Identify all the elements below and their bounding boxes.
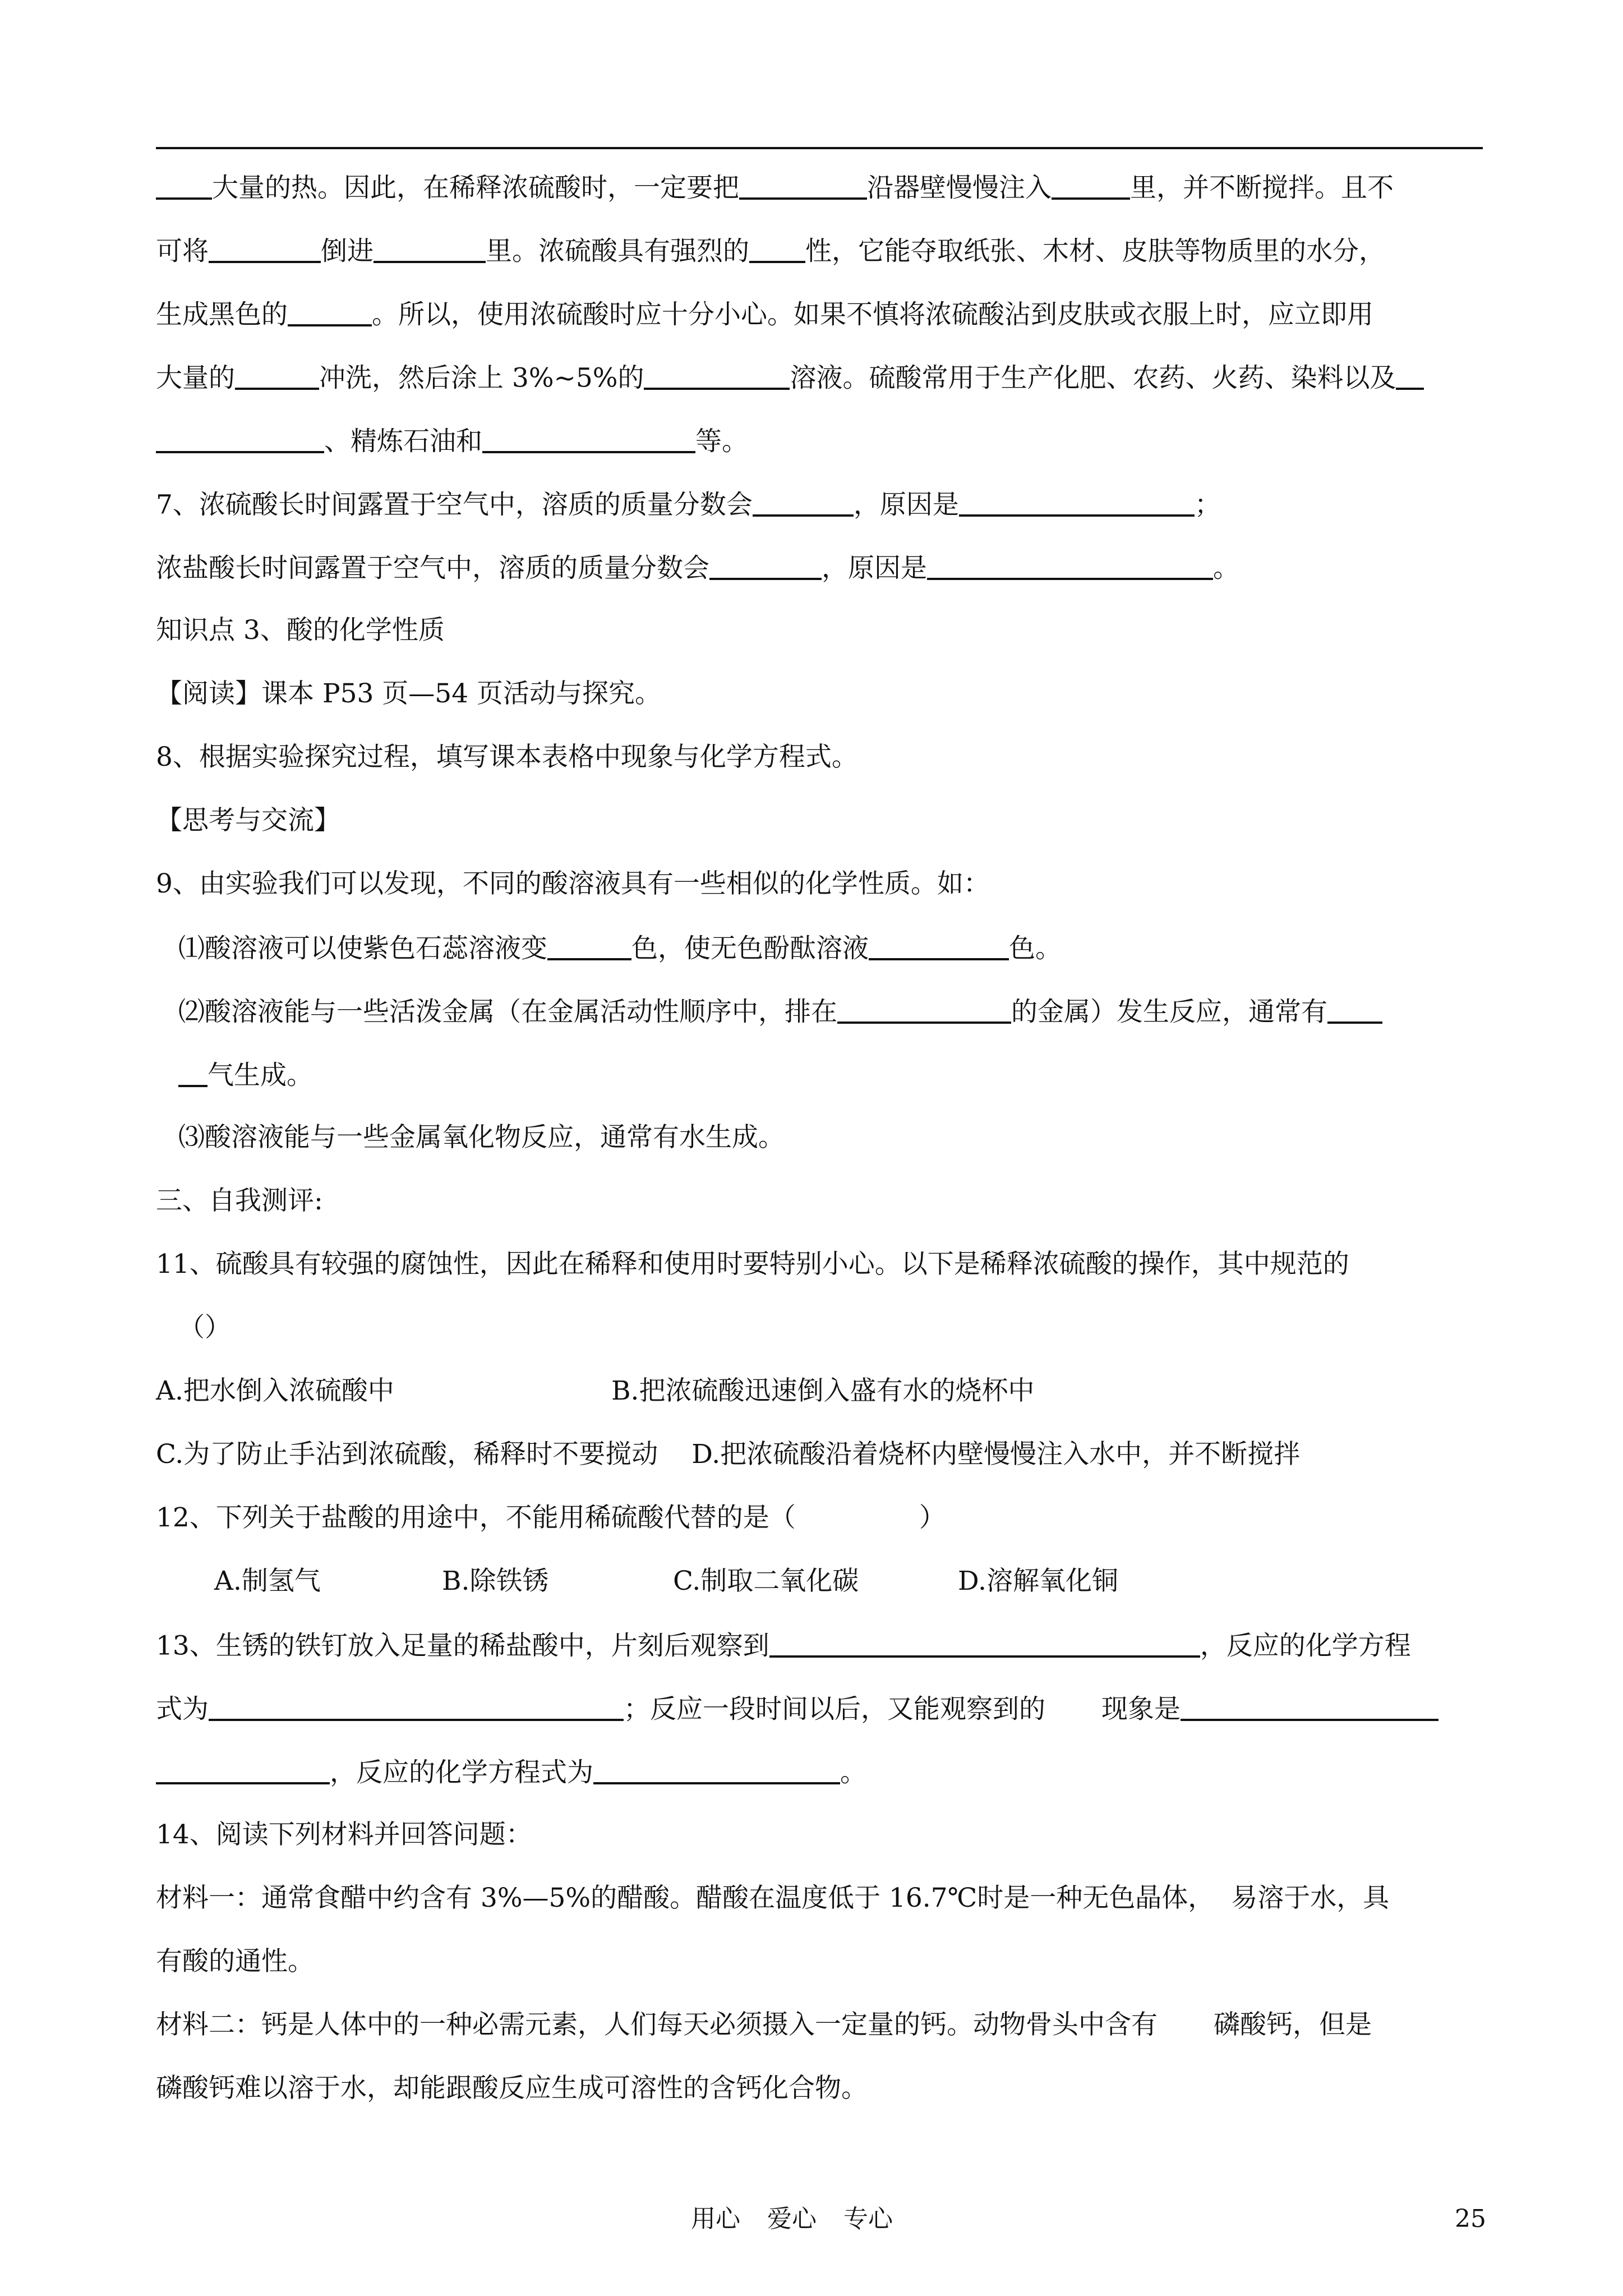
text-segment: 大量的 — [156, 362, 235, 394]
answer-blank — [374, 234, 486, 263]
text-segment: ； — [1194, 489, 1221, 521]
answer-bracket: （） — [178, 1312, 231, 1343]
text-segment: 浓盐酸长时间露置于空气中，溶质的质量分数会 — [156, 553, 709, 584]
text-line — [156, 298, 1373, 331]
text-segment: 。 — [840, 1757, 866, 1788]
page-number: 25 — [1455, 2205, 1486, 2233]
answer-blank — [209, 1692, 624, 1721]
text-segment: 大量的热。因此，在稀释浓硫酸时，一定要把 — [212, 172, 739, 204]
answer-blank — [769, 1629, 1200, 1658]
answer-blank — [749, 234, 805, 263]
answer-blank — [927, 551, 1213, 580]
answer-blank — [709, 551, 822, 580]
text-segment: 冲洗，然后涂上 3%~5%的 — [319, 362, 644, 394]
question-13-cont — [156, 1756, 866, 1789]
answer-blank — [753, 488, 854, 517]
text-segment: 倒进 — [321, 236, 374, 267]
answer-blank — [156, 425, 324, 453]
text-segment: 现象是 — [1101, 1694, 1181, 1725]
question-9-item-1 — [178, 932, 1062, 965]
material-1-cont: 有酸的通性。 — [156, 1946, 314, 1977]
text-segment: 等。 — [695, 426, 748, 457]
option-b: B.把浓硫酸迅速倒入盛有水的烧杯中 — [611, 1375, 1035, 1406]
section-heading: 三、自我测评: — [156, 1185, 323, 1216]
footer-slogan-1: 用心 — [691, 2205, 740, 2233]
question-9-item-2 — [178, 995, 1382, 1028]
option-a: A.制氢气 — [214, 1566, 321, 1596]
answer-blank — [178, 1059, 208, 1087]
question-9-item-2-cont — [178, 1059, 313, 1092]
text-segment: 7、浓硫酸长时间露置于空气中，溶质的质量分数会 — [156, 489, 753, 521]
text-segment: ，反应的化学方程式为 — [330, 1757, 593, 1788]
text-segment: 性，它能夺取纸张、木材、皮肤等物质里的水分， — [805, 236, 1385, 267]
header-rule — [156, 147, 1483, 149]
answer-blank — [156, 1756, 330, 1784]
option-d: D.把浓硫酸沿着烧杯内壁慢慢注入水中，并不断搅拌 — [691, 1439, 1301, 1470]
answer-blank — [644, 361, 790, 390]
footer-slogan-2: 爱心 — [767, 2205, 817, 2233]
text-segment: 12、下列关于盐酸的用途中，不能用稀硫酸代替的是（ — [156, 1502, 796, 1533]
text-segment: 式为 — [156, 1694, 209, 1725]
answer-blank — [482, 425, 695, 453]
answer-blank — [1181, 1692, 1438, 1721]
option-c: C.为了防止手沾到浓硫酸，稀释时不要搅动 — [156, 1439, 658, 1470]
text-segment: ，反应的化学方程 — [1200, 1630, 1411, 1662]
text-segment: 可将 — [156, 236, 209, 267]
text-segment: 色，使无色酚酞溶液 — [631, 933, 869, 964]
text-line — [156, 171, 1394, 204]
answer-blank — [739, 171, 867, 200]
option-b: B.除铁锈 — [442, 1566, 549, 1596]
answer-blank — [869, 932, 1009, 960]
question-9-item-3: ⑶酸溶液能与一些金属氧化物反应，通常有水生成。 — [178, 1122, 785, 1153]
text-segment: ；反应一段时间以后，又能观察到的 — [624, 1694, 1045, 1725]
answer-blank — [209, 234, 321, 263]
text-line — [156, 234, 1385, 268]
text-segment: 的金属）发生反应，通常有 — [1011, 996, 1327, 1028]
text-segment: ⑴酸溶液可以使紫色石蕊溶液变 — [178, 933, 547, 964]
question-14: 14、阅读下列材料并回答问题： — [156, 1819, 532, 1850]
text-segment: 磷酸钙，但是 — [1214, 2009, 1372, 2040]
option-d: D.溶解氧化铜 — [958, 1566, 1118, 1596]
question-13 — [156, 1629, 1411, 1662]
text-segment: 溶液。硫酸常用于生产化肥、农药、火药、染料以及 — [790, 362, 1396, 394]
answer-blank — [837, 995, 1011, 1024]
answer-blank — [288, 298, 372, 326]
text-segment: 沿器壁慢慢注入 — [867, 172, 1052, 204]
reading-instruction: 【阅读】课本 P53 页—54 页活动与探究。 — [156, 678, 662, 709]
text-segment: ） — [919, 1502, 946, 1533]
question-11-options-2 — [156, 1439, 1300, 1470]
section-label: 【思考与交流】 — [156, 805, 340, 836]
text-segment: ，原因是 — [853, 489, 959, 521]
answer-blank — [1396, 361, 1424, 390]
text-segment: 易溶于水，具 — [1231, 1883, 1390, 1913]
answer-blank — [156, 171, 212, 200]
question-7-line-1 — [156, 488, 1221, 521]
option-c: C.制取二氧化碳 — [673, 1566, 859, 1596]
question-13-cont — [156, 1692, 1438, 1726]
text-segment: 、精炼石油和 — [324, 426, 482, 457]
answer-blank — [547, 932, 631, 960]
section-heading: 知识点 3、酸的化学性质 — [156, 615, 445, 646]
text-segment: ⑵酸溶液能与一些活泼金属（在金属活动性顺序中，排在 — [178, 996, 837, 1028]
answer-blank — [1327, 995, 1382, 1024]
material-1 — [156, 1883, 1389, 1914]
text-line — [156, 425, 748, 458]
question-8: 8、根据实验探究过程，填写课本表格中现象与化学方程式。 — [156, 742, 858, 772]
answer-blank — [1052, 171, 1130, 200]
question-11-options-1 — [156, 1375, 1035, 1407]
text-segment: 里，并不断搅拌。且不 — [1130, 172, 1394, 204]
text-segment: 生成黑色的 — [156, 299, 288, 330]
text-segment: 13、生锈的铁钉放入足量的稀盐酸中，片刻后观察到 — [156, 1630, 769, 1662]
question-9: 9、由实验我们可以发现，不同的酸溶液具有一些相似的化学性质。如： — [156, 868, 990, 899]
text-segment: 。 — [1213, 553, 1239, 584]
text-segment: 里。浓硫酸具有强烈的 — [486, 236, 749, 267]
text-segment: 材料一：通常食醋中约含有 3%—5%的醋酸。醋酸在温度低于 16.7℃时是一种无色晶体， — [156, 1883, 1215, 1913]
answer-blank — [235, 361, 319, 390]
footer-slogan-3: 专心 — [843, 2205, 893, 2233]
question-12 — [156, 1502, 946, 1534]
text-segment: 气生成。 — [208, 1060, 313, 1091]
text-segment: 色。 — [1009, 933, 1062, 964]
question-7-line-2 — [156, 551, 1239, 585]
text-segment: 材料二：钙是人体中的一种必需元素，人们每天必须摄入一定量的钙。动物骨头中含有 — [156, 2009, 1158, 2040]
question-11: 11、硫酸具有较强的腐蚀性，因此在稀释和使用时要特别小心。以下是稀释浓硫酸的操作，其中规范的 — [156, 1249, 1349, 1280]
text-segment: 。所以，使用浓硫酸时应十分小心。如果不慎将浓硫酸沾到皮肤或衣服上时，应立即用 — [372, 299, 1373, 330]
answer-blank — [593, 1756, 840, 1784]
option-a: A.把水倒入浓硫酸中 — [156, 1375, 394, 1406]
material-2 — [156, 2009, 1372, 2041]
answer-blank — [959, 488, 1195, 517]
text-line — [156, 361, 1424, 394]
text-segment: ，原因是 — [822, 553, 927, 584]
material-2-cont: 磷酸钙难以溶于水，却能跟酸反应生成可溶性的含钙化合物。 — [156, 2073, 868, 2104]
